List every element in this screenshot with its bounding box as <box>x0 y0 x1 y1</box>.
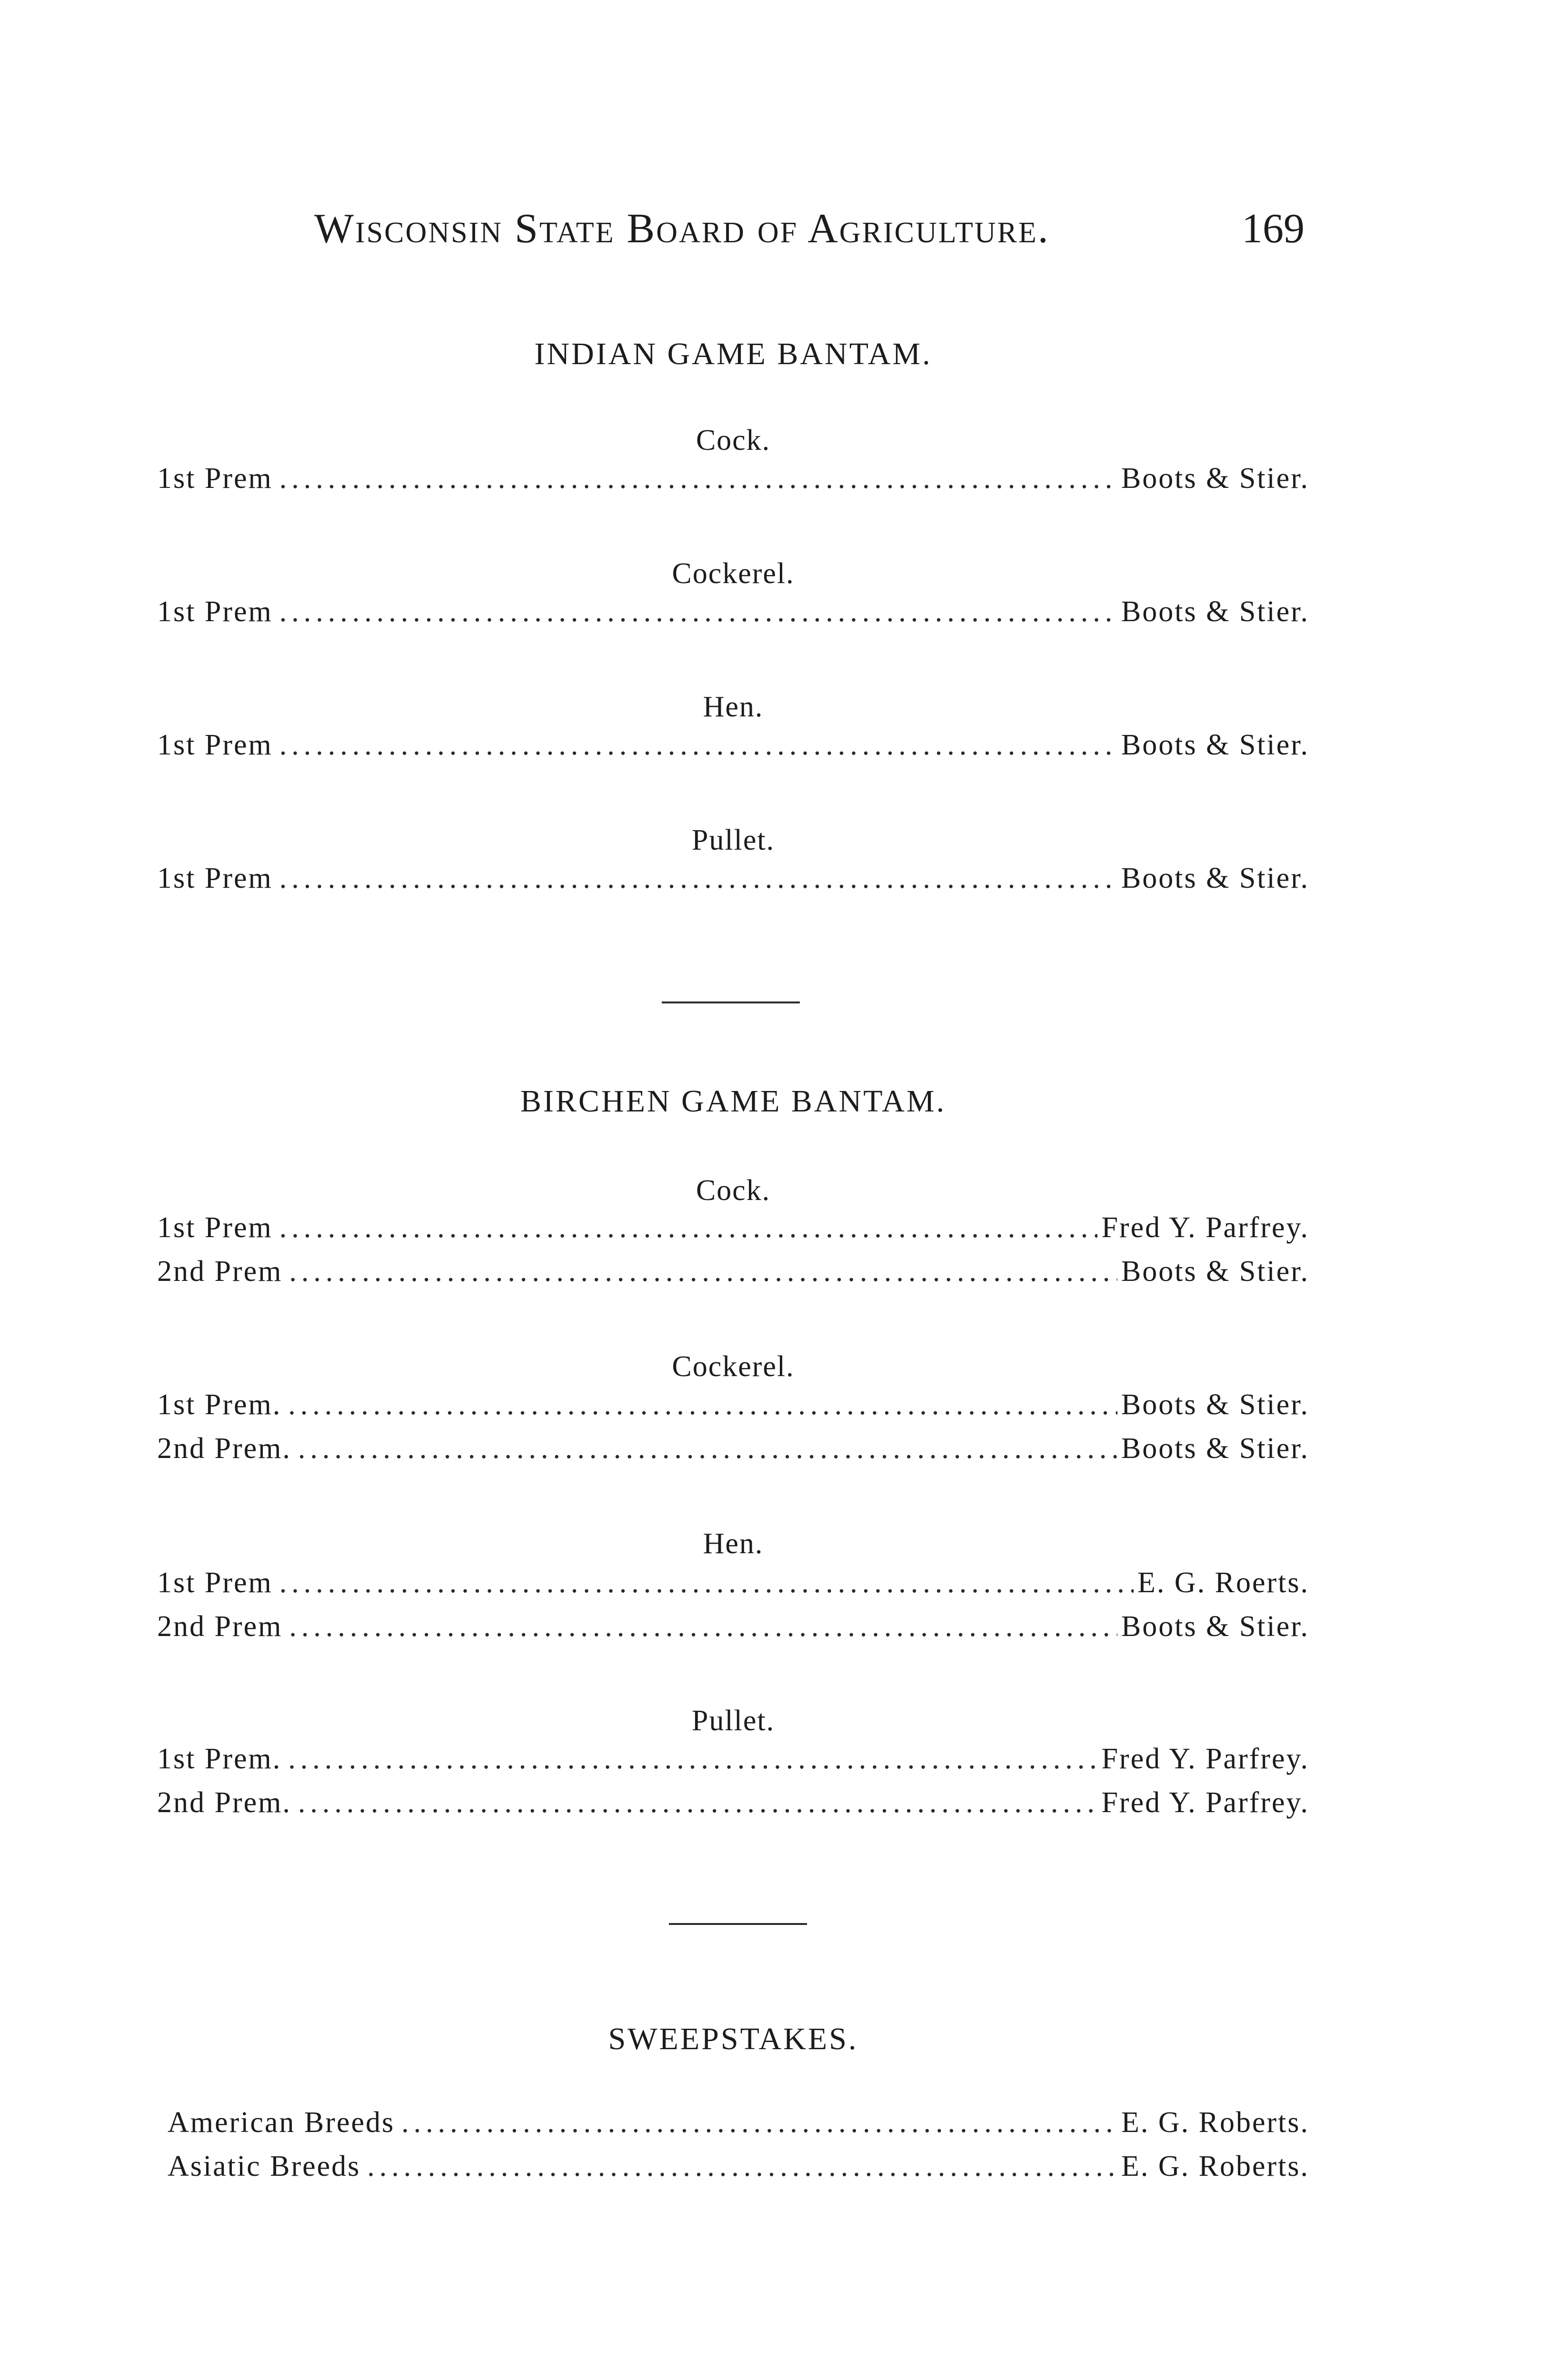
page-number: 169 <box>1242 206 1305 252</box>
dot-leader <box>279 862 1117 895</box>
section-divider <box>669 1923 807 1925</box>
class-title-cockerel: Cockerel. <box>672 1350 795 1383</box>
winner-name: Fred Y. Parfrey. <box>1101 1786 1309 1819</box>
dot-leader <box>401 2106 1117 2140</box>
dot-leader <box>279 1566 1134 1600</box>
dot-leader <box>289 1255 1117 1289</box>
prize-entry <box>157 595 1309 638</box>
dot-leader <box>298 1432 1117 1466</box>
class-title-cock: Cock. <box>696 1174 771 1207</box>
winner-name: E. G. Roberts. <box>1121 2106 1309 2139</box>
dot-leader <box>289 1610 1117 1644</box>
prize-label: 2nd Prem <box>157 1255 283 1288</box>
prize-label: 1st Prem <box>157 729 273 761</box>
prize-entry <box>157 862 1309 904</box>
winner-name: Fred Y. Parfrey. <box>1101 1211 1309 1244</box>
dot-leader <box>288 1388 1117 1422</box>
section-title: INDIAN GAME BANTAM. <box>534 337 932 371</box>
class-title-cockerel: Cockerel. <box>672 557 795 590</box>
section-title: SWEEPSTAKES. <box>608 2022 858 2056</box>
dot-leader <box>367 2150 1117 2183</box>
running-title: Wisconsin State Board of Agriculture. <box>314 206 1050 252</box>
prize-entry <box>157 1388 1309 1431</box>
prize-label: 1st Prem <box>157 1567 273 1599</box>
winner-name: Boots & Stier. <box>1121 1255 1309 1288</box>
prize-entry <box>157 1610 1309 1653</box>
winner-name: Fred Y. Parfrey. <box>1101 1743 1309 1775</box>
prize-label: 2nd Prem. <box>157 1432 291 1465</box>
winner-name: Boots & Stier. <box>1121 1388 1309 1421</box>
prize-entry <box>157 1255 1309 1298</box>
prize-label: 1st Prem <box>157 862 273 894</box>
prize-label: Asiatic Breeds <box>168 2150 361 2182</box>
winner-name: E. G. Roerts. <box>1137 1567 1309 1599</box>
prize-entry <box>157 1211 1309 1254</box>
dot-leader <box>279 462 1117 496</box>
dot-leader <box>279 1211 1098 1245</box>
prize-entry <box>157 1432 1309 1475</box>
winner-name: Boots & Stier. <box>1121 595 1309 628</box>
class-title-hen: Hen. <box>703 691 764 723</box>
prize-label: 1st Prem. <box>157 1743 282 1775</box>
prize-entry <box>157 728 1309 771</box>
class-title-hen: Hen. <box>703 1527 764 1560</box>
winner-name: Boots & Stier. <box>1121 862 1309 894</box>
prize-label: 1st Prem <box>157 1211 273 1244</box>
prize-entry <box>168 2106 1309 2149</box>
dot-leader <box>288 1742 1097 1776</box>
winner-name: E. G. Roberts. <box>1121 2150 1309 2182</box>
dot-leader <box>279 728 1117 762</box>
winner-name: Boots & Stier. <box>1121 1610 1309 1643</box>
prize-label: 2nd Prem <box>157 1610 283 1643</box>
section-divider <box>662 1002 800 1003</box>
class-title-pullet: Pullet. <box>691 1705 775 1737</box>
winner-name: Boots & Stier. <box>1121 729 1309 761</box>
prize-entry <box>168 2150 1309 2192</box>
section-title: BIRCHEN GAME BANTAM. <box>520 1084 946 1119</box>
prize-label: 1st Prem. <box>157 1388 282 1421</box>
prize-label: 1st Prem <box>157 462 273 495</box>
running-head <box>314 205 1305 262</box>
prize-entry <box>157 1742 1309 1785</box>
dot-leader <box>279 595 1117 629</box>
prize-entry <box>157 1566 1309 1609</box>
prize-entry <box>157 462 1309 505</box>
prize-label: 2nd Prem. <box>157 1786 291 1819</box>
prize-label: 1st Prem <box>157 595 273 628</box>
class-title-cock: Cock. <box>696 424 771 456</box>
prize-entry <box>157 1786 1309 1829</box>
class-title-pullet: Pullet. <box>691 824 775 856</box>
prize-label: American Breeds <box>168 2106 395 2139</box>
winner-name: Boots & Stier. <box>1121 1432 1309 1465</box>
dot-leader <box>298 1786 1098 1820</box>
winner-name: Boots & Stier. <box>1121 462 1309 495</box>
